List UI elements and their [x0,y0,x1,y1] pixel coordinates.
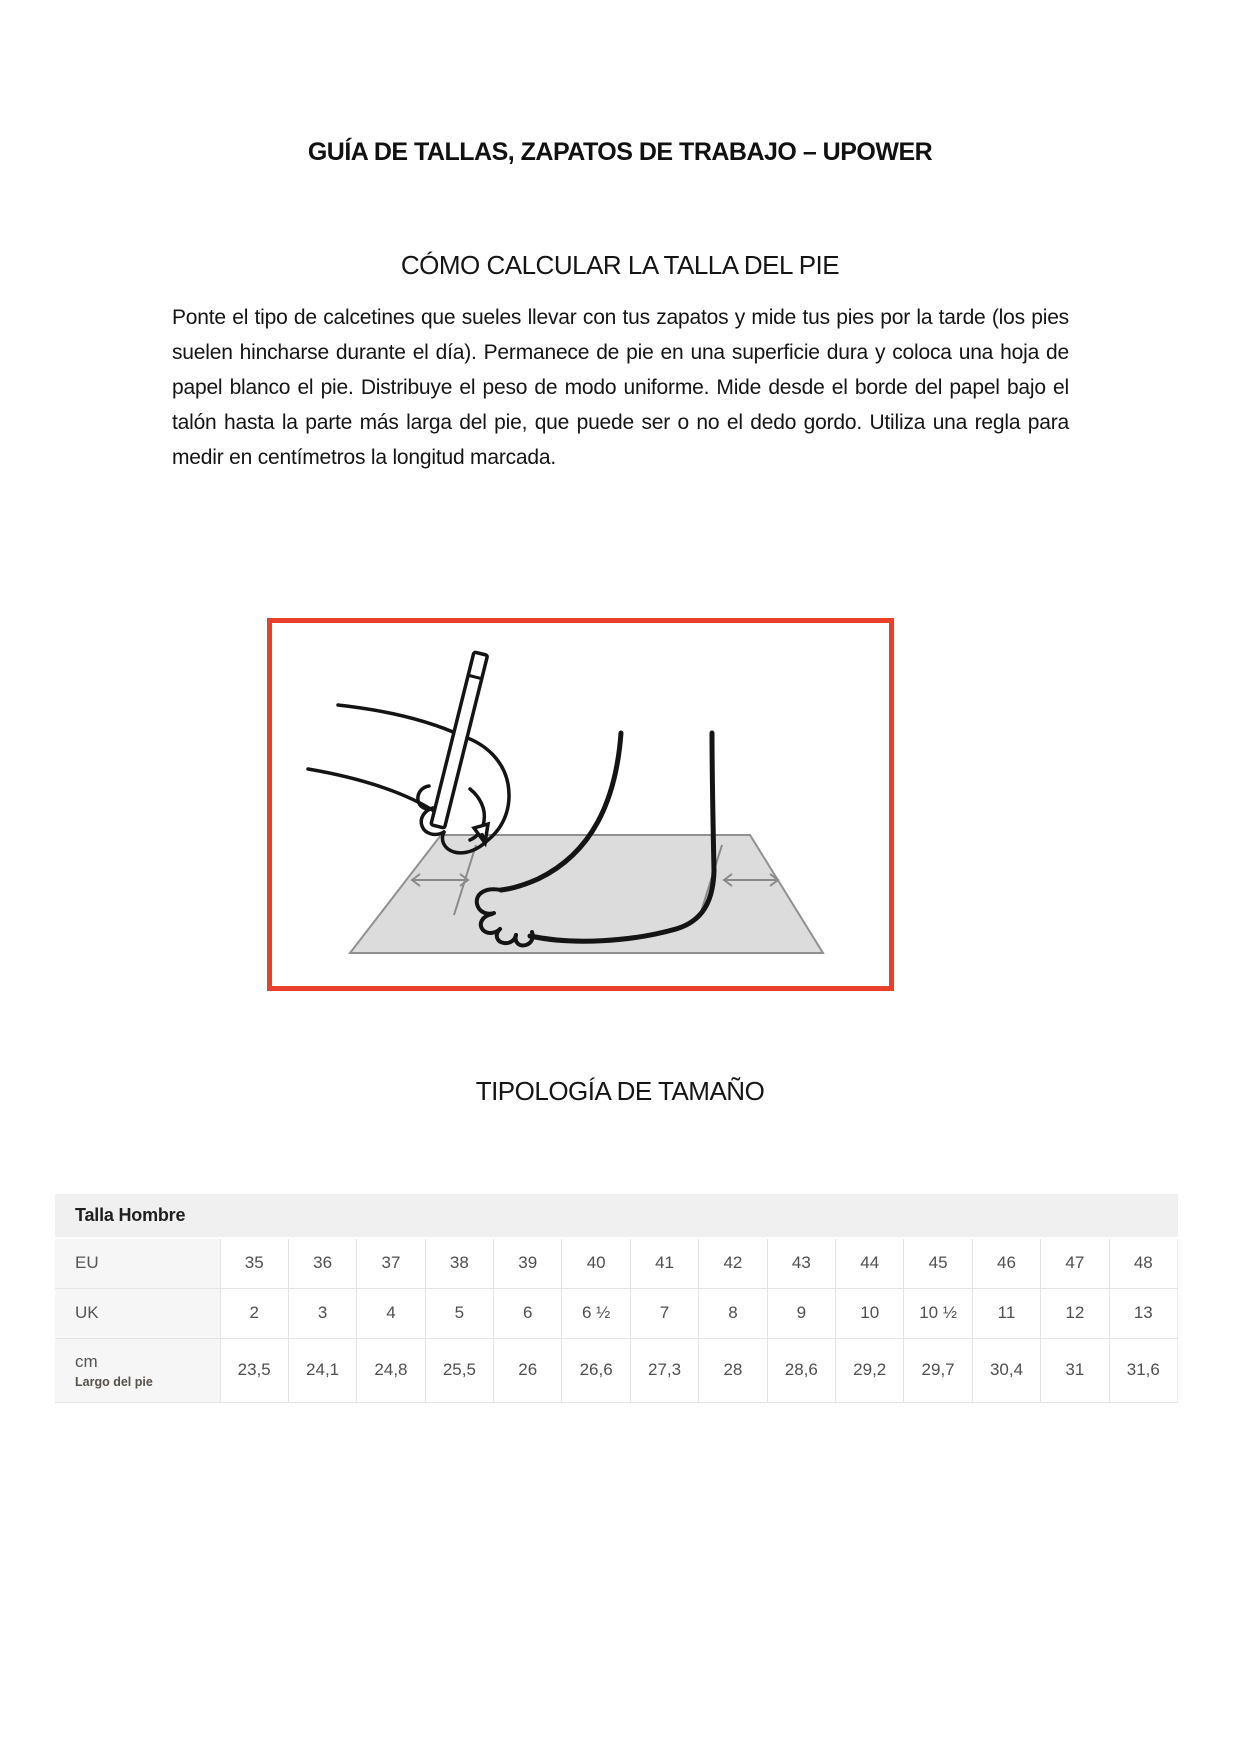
size-value-cell: 48 [1109,1238,1177,1288]
instructions-paragraph: Ponte el tipo de calcetines que sueles llevar con tus zapatos y mide tus pies por la tarde (los pies suelen hincharse durante el día). Permanece de pie en una superficie dura y coloca una hoja de papel blanco el pie. Distribuye el peso de modo uniforme. Mide desde el borde del papel bajo el talón hasta la parte más larga del pie, que puede ser o no el dedo gordo. Utiliza una regla para medir en centímetros la longitud marcada. [172,306,1069,469]
size-value-cell: 25,5 [425,1338,493,1402]
size-value-cell: 6 ½ [562,1288,630,1338]
size-table-body [55,1194,1178,1402]
size-value-cell: 47 [1041,1238,1109,1288]
hand-with-pencil [308,652,509,853]
table-row [55,1338,1178,1402]
heading-como-calcular: CÓMO CALCULAR LA TALLA DEL PIE [400,250,840,280]
size-table-container [55,1194,1178,1403]
size-value-cell: 3 [288,1288,356,1338]
page-title: GUÍA DE TALLAS, ZAPATOS DE TRABAJO – UPOWER [307,138,933,166]
size-value-cell: 12 [1041,1288,1109,1338]
size-value-cell: 23,5 [220,1338,288,1402]
row-label-cell [55,1238,220,1288]
size-value-cell: 7 [630,1288,698,1338]
table-row [55,1238,1178,1288]
size-value-cell: 27,3 [630,1338,698,1402]
size-value-cell: 41 [630,1238,698,1288]
size-value-cell: 43 [767,1238,835,1288]
size-value-cell: 46 [972,1238,1040,1288]
row-label: cm [75,1351,98,1371]
size-value-cell: 26,6 [562,1338,630,1402]
size-value-cell: 42 [699,1238,767,1288]
size-value-cell: 39 [494,1238,562,1288]
size-value-cell: 5 [425,1288,493,1338]
size-value-cell: 30,4 [972,1338,1040,1402]
arm-top-line [338,705,462,736]
size-value-cell: 28,6 [767,1338,835,1402]
table-title-cell: Talla Hombre [55,1194,1178,1238]
size-value-cell: 13 [1109,1288,1177,1338]
size-value-cell: 24,1 [288,1338,356,1402]
table-row [55,1288,1178,1338]
size-value-cell: 35 [220,1238,288,1288]
size-value-cell: 38 [425,1238,493,1288]
size-value-cell: 8 [699,1288,767,1338]
row-sublabel: Largo del pie [75,1374,153,1389]
size-value-cell: 29,7 [904,1338,972,1402]
size-table [55,1194,1178,1403]
foot-measurement-illustration [272,623,889,986]
size-value-cell: 4 [357,1288,425,1338]
size-value-cell: 44 [836,1238,904,1288]
size-value-cell: 24,8 [357,1338,425,1402]
size-value-cell: 9 [767,1288,835,1338]
size-value-cell: 29,2 [836,1338,904,1402]
row-label-cell [55,1288,220,1338]
arm-bottom-line [308,769,437,813]
size-value-cell: 31,6 [1109,1338,1177,1402]
row-label: EU [75,1253,99,1273]
pencil-lead [482,835,485,843]
table-header-row [55,1194,1178,1238]
foot-measurement-figure [267,618,894,991]
row-label: UK [75,1303,99,1322]
size-value-cell: 26 [494,1338,562,1402]
heading-tipologia: TIPOLOGÍA DE TAMAÑO [475,1076,765,1106]
size-value-cell: 6 [494,1288,562,1338]
size-value-cell: 36 [288,1238,356,1288]
size-value-cell: 28 [699,1338,767,1402]
size-value-cell: 11 [972,1288,1040,1338]
size-value-cell: 10 ½ [904,1288,972,1338]
size-value-cell: 31 [1041,1338,1109,1402]
size-value-cell: 2 [220,1288,288,1338]
size-value-cell: 45 [904,1238,972,1288]
size-value-cell: 40 [562,1238,630,1288]
paper-sheet [350,835,823,953]
size-value-cell: 10 [836,1288,904,1338]
row-label-cell [55,1338,220,1402]
size-value-cell: 37 [357,1238,425,1288]
